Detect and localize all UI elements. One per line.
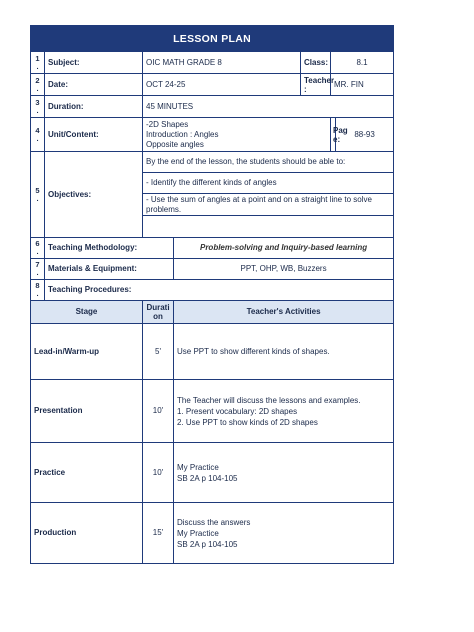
- duration-value: 45 MINUTES: [143, 96, 394, 118]
- row-number: 1 .: [31, 52, 45, 74]
- stage-cell: Production: [31, 503, 143, 564]
- activities-cell: My Practice SB 2A p 104-105: [174, 443, 394, 503]
- procedure-row: [31, 380, 394, 443]
- row-number: 4 .: [31, 118, 45, 152]
- materials-label: Materials & Equipment:: [45, 259, 174, 280]
- objectives-row: [31, 152, 394, 173]
- procedures-label: Teaching Procedures:: [45, 280, 394, 301]
- objective-item: - Use the sum of angles at a point and on a straight line to solve problems.: [143, 194, 394, 216]
- stage-cell: Lead-in/Warm-up: [31, 324, 143, 380]
- unit-line: Opposite angles: [146, 139, 204, 149]
- row-number: 6 .: [31, 238, 45, 259]
- activities-cell: The Teacher will discuss the lessons and examples. 1. Present vocabulary: 2D shapes 2. Use PPT to show kinds of 2D shapes: [174, 380, 394, 443]
- row-number: 7 .: [31, 259, 45, 280]
- page-title: LESSON PLAN: [31, 26, 394, 52]
- objectives-label: Objectives:: [45, 152, 143, 238]
- procedures-row: [31, 280, 394, 301]
- methodology-value: Problem-solving and Inquiry-based learning: [174, 238, 394, 259]
- page-label: Pag e:: [331, 118, 336, 152]
- methodology-label: Teaching Methodology:: [45, 238, 174, 259]
- stage-cell: Presentation: [31, 380, 143, 443]
- unit-row: [31, 118, 394, 152]
- unit-label: Unit/Content:: [45, 118, 143, 152]
- class-value: 8.1: [331, 52, 394, 74]
- stage-cell: Practice: [31, 443, 143, 503]
- unit-line: Introduction : Angles: [146, 129, 219, 139]
- objectives-intro: By the end of the lesson, the students should be able to:: [143, 152, 394, 173]
- activities-cell: Use PPT to show different kinds of shapes.: [174, 324, 394, 380]
- teacher-label: Teacher :: [301, 74, 331, 96]
- page-value: 88-93: [336, 118, 394, 152]
- activities-cell: Discuss the answers My Practice SB 2A p 104-105: [174, 503, 394, 564]
- materials-row: [31, 259, 394, 280]
- methodology-row: [31, 238, 394, 259]
- date-row: [31, 74, 394, 96]
- duration-row: [31, 96, 394, 118]
- lesson-plan-table: [30, 25, 394, 564]
- procedure-header-row: [31, 301, 394, 324]
- procedure-row: [31, 443, 394, 503]
- subject-row: [31, 52, 394, 74]
- duration-cell: 5': [143, 324, 174, 380]
- date-label: Date:: [45, 74, 143, 96]
- class-label: Class:: [301, 52, 331, 74]
- date-value: OCT 24-25: [143, 74, 301, 96]
- duration-label: Duration:: [45, 96, 143, 118]
- duration-cell: 10': [143, 380, 174, 443]
- duration-cell: 15': [143, 503, 174, 564]
- row-number: 2 .: [31, 74, 45, 96]
- objective-item: - Identify the different kinds of angles: [143, 173, 394, 194]
- objective-blank-cell: [143, 216, 394, 238]
- row-number: 8 .: [31, 280, 45, 301]
- materials-value: PPT, OHP, WB, Buzzers: [174, 259, 394, 280]
- subject-label: Subject:: [45, 52, 143, 74]
- duration-header: Durati on: [143, 301, 174, 324]
- activities-header: Teacher's Activities: [174, 301, 394, 324]
- duration-cell: 10': [143, 443, 174, 503]
- procedure-row: [31, 324, 394, 380]
- stage-header: Stage: [31, 301, 143, 324]
- unit-content: [143, 118, 331, 152]
- lesson-plan-sheet: [30, 25, 393, 564]
- teacher-value: MR. FIN: [331, 74, 394, 96]
- subject-value: OIC MATH GRADE 8: [143, 52, 301, 74]
- row-number: 3 .: [31, 96, 45, 118]
- procedure-row: [31, 503, 394, 564]
- unit-line: -2D Shapes: [146, 119, 189, 129]
- row-number: 5 .: [31, 152, 45, 238]
